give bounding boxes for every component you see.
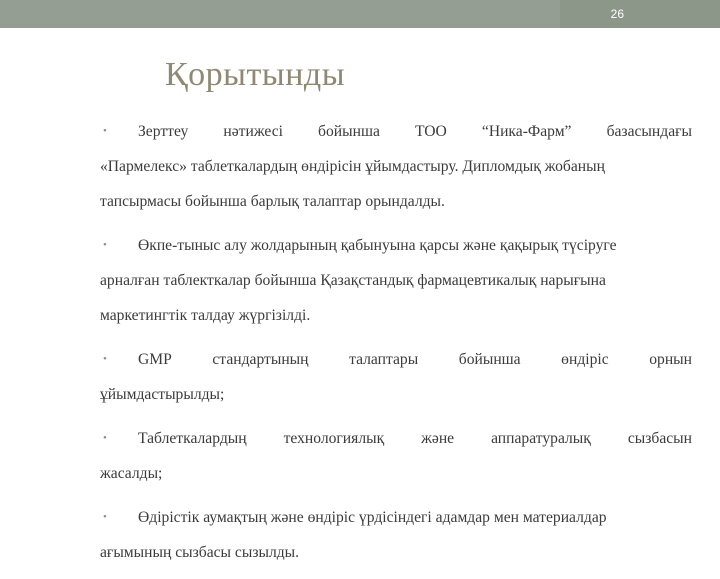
bullet-item: [100, 500, 692, 570]
bullet-text: Таблеткалардың: [138, 430, 247, 447]
slide-title: Қорытынды: [165, 56, 346, 93]
bullet-line: [100, 263, 692, 298]
bullet-line: [100, 377, 692, 412]
bullet-line: [100, 184, 692, 219]
top-bar-accent: [0, 0, 560, 28]
bullet-text: стандартының: [212, 351, 309, 368]
bullet-text: “Ника-Фарм”: [481, 123, 572, 140]
bullet-dot-icon: •: [103, 353, 107, 365]
bullet-line: [100, 149, 692, 184]
bullet-dot-icon: •: [103, 125, 107, 137]
bullet-line: [100, 456, 692, 491]
bullet-line: [100, 114, 692, 149]
bullet-line: [100, 421, 692, 456]
bullet-text: нәтижесі: [223, 123, 283, 140]
slide-content: [100, 114, 692, 579]
bullet-item: [100, 228, 692, 333]
top-bar: [0, 0, 720, 28]
bullet-text: Өдірістік аумақтың және өндіріс үрдісіндегі адамдар мен материалдар: [138, 509, 607, 526]
bullet-text: базасындағы: [606, 123, 692, 140]
bullet-text: ұйымдастырылды;: [100, 386, 225, 403]
bullet-text: Зерттеу: [138, 123, 189, 140]
bullet-item: [100, 114, 692, 219]
bullet-text: GMP: [138, 351, 172, 368]
bullet-text: технологиялық: [283, 430, 385, 447]
bullet-line: [100, 535, 692, 570]
bullet-line: [100, 298, 692, 333]
bullet-text: бойынша: [458, 351, 521, 368]
bullet-item: [100, 342, 692, 412]
bullet-line: [100, 500, 692, 535]
bullet-dot-icon: •: [103, 239, 107, 251]
bullet-text: талаптары: [349, 351, 419, 368]
bullet-dot-icon: •: [103, 511, 107, 523]
bullet-text: арналған таблекткалар бойынша Қазақстандық фармацевтикалық нарығына: [100, 272, 606, 289]
bullet-text: Өкпе-тыныс алу жолдарының қабынуына қарсы және қақырық түсіруге: [138, 237, 617, 254]
page-number: 26: [610, 7, 624, 21]
bullet-dot-icon: •: [103, 432, 107, 444]
bullet-text: өндіріс: [561, 351, 609, 368]
bullet-text: жасалды;: [100, 465, 163, 482]
bullet-text: орнын: [649, 351, 692, 368]
bullet-text: сызбасын: [627, 430, 692, 447]
bullet-text: ТОО: [414, 123, 447, 140]
bullet-text: және: [421, 430, 455, 447]
bullet-text: аппаратуралық: [491, 430, 591, 447]
bullet-text: тапсырмасы бойынша барлық талаптар орындалды.: [100, 193, 445, 210]
bullet-item: [100, 421, 692, 491]
bullet-text: ағымының сызбасы сызылды.: [100, 544, 300, 561]
bullet-text: бойынша: [318, 123, 380, 140]
bullet-text: маркетингтік талдау жүргізілді.: [100, 307, 311, 324]
bullet-line: [100, 342, 692, 377]
bullet-line: [100, 228, 692, 263]
bullet-text: «Пармелекс» таблеткалардың өндірісін ұйымдастыру. Дипломдық жобаның: [100, 158, 605, 175]
